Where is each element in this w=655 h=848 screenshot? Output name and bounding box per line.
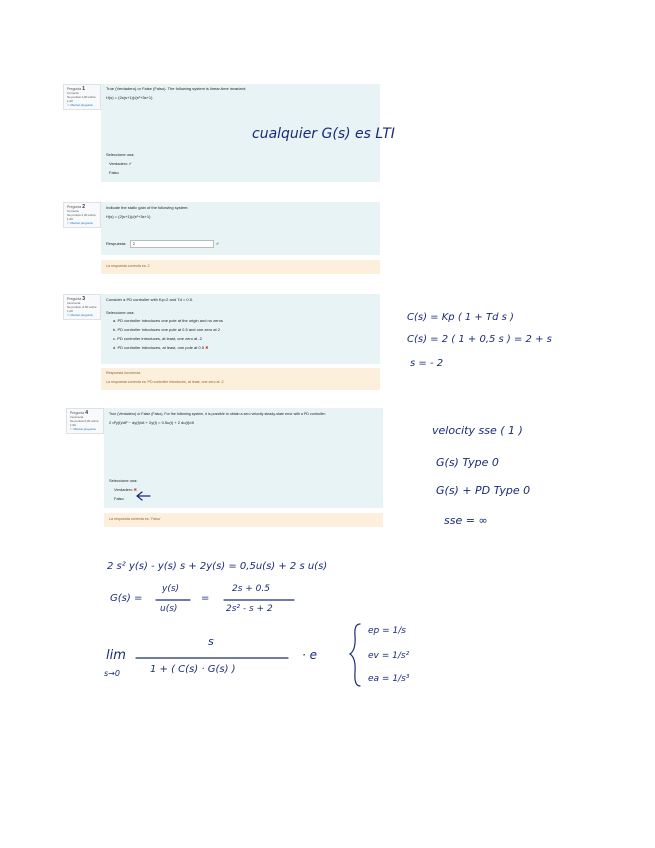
handwritten-ea: ea = 1/s³ — [368, 674, 410, 684]
handwritten-laplace-equation: 2 s² y(s) - y(s) s + 2y(s) = 0,5u(s) + 2 s u(s) — [107, 561, 328, 572]
question-status: Correcta — [67, 209, 79, 213]
handwritten-g-num2: 2s + 0.5 — [232, 584, 270, 594]
question-score: Se puntúa -0,50 sobre 1,00 — [67, 305, 97, 313]
question-number: 4 — [85, 410, 88, 416]
question-text: True (Verdadero) or False (Falso). The following system is linear-time invariant: — [106, 86, 247, 91]
handwritten-ev: ev = 1/s² — [368, 651, 410, 661]
flag-icon: ⚐ — [70, 427, 73, 431]
handwritten-pd-formula: C(s) = Kp ( 1 + Td s ) — [407, 312, 514, 323]
select-label: Seleccione una: — [106, 310, 135, 315]
question-number: 1 — [82, 86, 85, 92]
flag-question-link[interactable]: ⚐ Marcar pregunta — [67, 221, 93, 225]
question-formula: H(s) = (2s(s+1))/(s²+3s+1) — [106, 95, 153, 100]
option-c[interactable]: c. PD controller introduces, at least, one zero at -2 — [113, 336, 202, 341]
handwritten-dot-e: · e — [302, 648, 318, 662]
option-d[interactable]: d. PD controller introduces, at least, one pole at 0.5 ✖ — [113, 345, 209, 350]
handwritten-g-lhs: G(s) = — [110, 593, 143, 604]
arrow-icon — [137, 492, 150, 500]
question-formula: 2 d²y(t)/dt² − dy(t)/dt + 2y(t) = 0.5u(t) + 2 du(t)/dt — [109, 420, 194, 425]
question-number: 2 — [82, 204, 85, 210]
option-verdadero[interactable]: Verdadero ✖ — [114, 487, 137, 492]
select-label: Seleccione una: — [106, 152, 135, 157]
question-text: Indicate the static gain of the following system: — [106, 205, 189, 210]
handwritten-lim-num: s — [208, 635, 214, 648]
question-label: Pregunta — [67, 87, 82, 91]
check-icon: ✔ — [128, 161, 132, 166]
question-status: Incorrecta — [70, 415, 84, 419]
handwritten-g-eq: = — [201, 593, 210, 604]
question-number: 3 — [82, 296, 85, 302]
question-status: Incorrecta — [67, 301, 81, 305]
feedback-status: Respuesta incorrecta. — [106, 371, 141, 375]
flag-question-link[interactable]: ⚐ Marcar pregunta — [67, 103, 93, 107]
option-falso[interactable]: Falso — [109, 170, 119, 175]
handwritten-g-den1: u(s) — [160, 604, 178, 614]
handwritten-lim-den: 1 + ( C(s) · G(s) ) — [150, 664, 236, 675]
brace — [350, 624, 360, 686]
check-icon: ✔ — [216, 241, 220, 246]
handwritten-type-g: G(s) Type 0 — [436, 456, 499, 469]
question-score: Se puntúa 0,00 sobre 1,00 — [70, 419, 99, 427]
flag-question-link[interactable]: ⚐ Marcar pregunta — [67, 313, 93, 317]
handwritten-pd-numeric: C(s) = 2 ( 1 + 0,5 s ) = 2 + s — [407, 334, 552, 345]
option-falso[interactable]: Falso — [114, 496, 124, 501]
cross-icon: ✖ — [205, 345, 209, 350]
question-formula: H(s) = (2(s+1))/(s²+3s+1) — [106, 214, 151, 219]
handwritten-g-num1: y(s) — [162, 584, 180, 594]
question-label: Pregunta — [70, 411, 85, 415]
handwritten-zero: s = - 2 — [410, 358, 444, 369]
handwritten-note-lti: cualquier G(s) es LTI — [252, 126, 395, 142]
option-a[interactable]: a. PD controller introduces one pole at the origin and no zeros — [113, 318, 223, 323]
question-text: Consider a PD controller with Kp=2 and Td = 0.5. — [106, 297, 194, 302]
select-label: Seleccione una: — [109, 478, 138, 483]
answer-label: Respuesta: — [106, 241, 127, 246]
handwritten-type-g-pd: G(s) + PD Type 0 — [436, 484, 531, 497]
question-label: Pregunta — [67, 297, 82, 301]
cross-icon: ✖ — [133, 487, 137, 492]
handwritten-ep: ep = 1/s — [368, 626, 406, 636]
answer-input[interactable]: 2 — [130, 240, 214, 248]
flag-icon: ⚐ — [67, 313, 70, 317]
handwritten-lim: lim — [106, 648, 126, 663]
question-text: True (Verdadero) or False (Falso). For the following system, it is possible to obtain a zero velocity steady-state error with a PD controller: — [109, 412, 326, 416]
option-verdadero[interactable]: Verdadero ✔ — [109, 161, 132, 166]
correct-answer-text: La respuesta correcta es: PD controller introduces, at least, one zero at -2 — [106, 380, 224, 384]
question-score: Se puntúa 1,00 sobre 1,00 — [67, 213, 96, 221]
handwritten-g-den2: 2s² - s + 2 — [226, 604, 273, 614]
flag-icon: ⚐ — [67, 221, 70, 225]
handwritten-velocity-sse: velocity sse ( 1 ) — [432, 424, 523, 437]
flag-question-link[interactable]: ⚐ Marcar pregunta — [70, 427, 96, 431]
option-b[interactable]: b. PD controller introduces one pole at 0.5 and one zero at 2 — [113, 327, 220, 332]
correct-answer-text: La respuesta correcta es: 2 — [106, 264, 150, 268]
correct-answer-text: La respuesta correcta es: 'Falso' — [109, 517, 161, 521]
question-score: Se puntúa 1,00 sobre 1,00 — [67, 95, 96, 103]
question-label: Pregunta — [67, 205, 82, 209]
handwritten-sse-infinity: sse = ∞ — [444, 514, 488, 527]
handwritten-lim-sub: s→0 — [104, 669, 120, 678]
flag-icon: ⚐ — [67, 103, 70, 107]
question-status: Correcta — [67, 91, 79, 95]
